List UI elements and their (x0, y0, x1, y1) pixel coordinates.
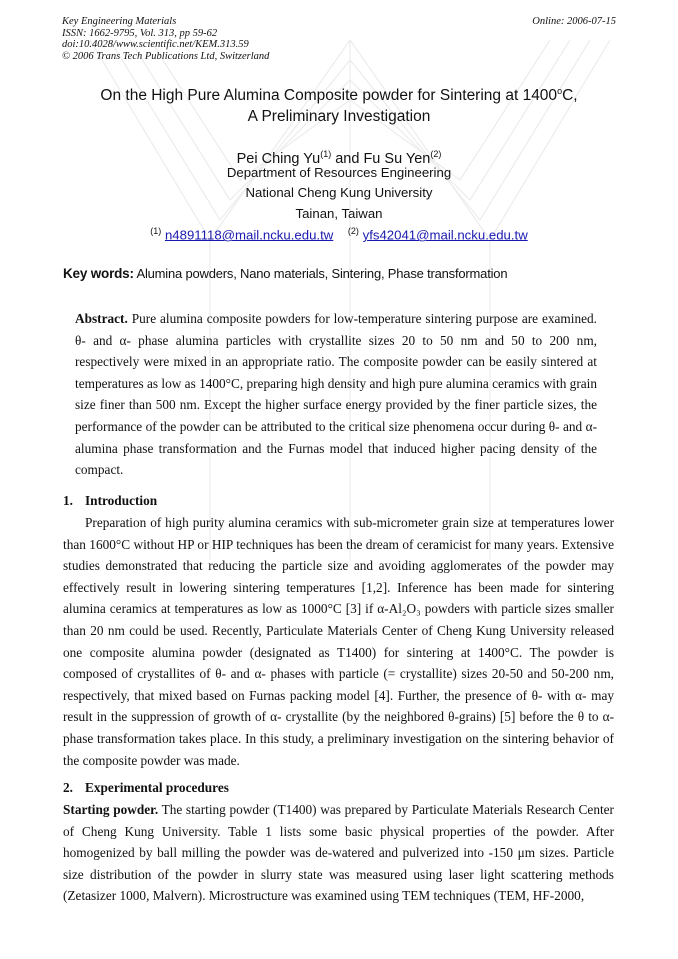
journal-header (62, 16, 616, 62)
paper-title (0, 81, 678, 127)
affiliation-location: Tainan, Taiwan (295, 206, 383, 221)
affiliation-department: Department of Resources Engineering (226, 165, 452, 180)
author-emails (0, 226, 678, 242)
issn-line: ISSN: 1662-9795, Vol. 313, pp 59-62 (62, 27, 218, 39)
title-line-1 (0, 81, 678, 106)
subsection-heading: Starting powder. (63, 802, 159, 817)
copyright-line: © 2006 Trans Tech Publications Ltd, Switzerland (62, 50, 270, 62)
section-title: Introduction (85, 493, 158, 508)
section-number: 1. (63, 493, 73, 508)
abstract-text: Pure alumina composite powders for low-temperature sintering purpose are examined. θ- and α- phase alumina particles with crystallite sizes 20 to 50 nm and 50 to 200 nm, respectively were mixed in an appropriate ratio. The composite powder can be easily sintered at temperatures as low as 1400°C, preparing high density and high pure alumina ceramics with grain size finer than 500 nm. Except the higher surface energy provided by the finer particle sizes, the performance of the powder can be attributed to the critical size phenomena occur during θ- and α- alumina phase transformation and the Furnas model that induced higher pacing density of the compact. (75, 311, 597, 478)
keywords (63, 266, 618, 281)
title-text: On the High Pure Alumina Composite powder for Sintering at 1400 (100, 87, 558, 105)
author-conjunction: and (331, 150, 364, 167)
title-line-2: A Preliminary Investigation (247, 108, 431, 126)
author-2: Fu Su Yen (363, 150, 431, 167)
author-1: Pei Ching Yu (236, 150, 321, 167)
author-2-marker: (2) (430, 149, 442, 159)
abstract (75, 308, 597, 481)
author-1-marker: (1) (320, 149, 332, 159)
online-date: Online: 2006-07-15 (532, 16, 616, 27)
section-heading-introduction (63, 493, 157, 509)
introduction-paragraph (63, 512, 614, 771)
keywords-text: Alumina powders, Nano materials, Sintering, Phase transformation (136, 266, 508, 281)
abstract-label: Abstract. (75, 311, 128, 326)
experimental-paragraph (63, 799, 614, 907)
email-2-marker: (2) (347, 226, 359, 236)
email-1-marker: (1) (150, 226, 162, 236)
keywords-label: Key words: (63, 266, 134, 281)
title-unit: C, (562, 87, 578, 105)
title-degree: o (557, 86, 563, 96)
doi-line: doi:10.4028/www.scientific.net/KEM.313.59 (62, 39, 249, 50)
journal-name: Key Engineering Materials (62, 16, 177, 27)
introduction-text: Preparation of high purity alumina ceramics with sub-micrometer grain size at temperatures lower than 1600°C without HP or HIP techniques has been the dream of ceramicist for many years. Extensive studies demonstrated that reducing the particle size and avoiding agglomerates of the powder may effectively result in lowering sintering temperatures [1,2]. Inference has been made for sintering alumina ceramics at temperatures as low as 1000°C [3] if α-Al₂O₃ powders with particle sizes smaller than 20 nm could be used. Recently, Particulate Materials Center of Cheng Kung University released one composite alumina powder (designated as T1400) for sintering at 1400°C. The powder is composed of crystallites of θ- and α- phases with particle (= crystallite) sizes 20-50 and 50-200 nm, respectively, that mixed based on Furnas packing model [4]. Further, the presence of θ- with α- may result in the suppression of growth of α- crystallite (by the neighbored θ-grains) [5] before the θ to α- phase transformation takes place. In this study, a preliminary investigation on the sintering behavior of the composite powder was made. (63, 515, 614, 768)
experimental-text: The starting powder (T1400) was prepared by Particulate Materials Research Center of Cheng Kung University. Table 1 lists some basic physical properties of the powder. After homogenized by ball milling the powder was de-watered and pulverized into -150 μm sizes. Particle size distribution of the powder in slurry state was measured using laser light scattering methods (Zetasizer 1000, Malvern). Microstructure was examined using TEM techniques (TEM, HF-2000, (63, 802, 614, 904)
affiliation-university: National Cheng Kung University (245, 185, 433, 200)
section-number: 2. (63, 780, 73, 795)
section-title: Experimental procedures (85, 780, 229, 795)
email-link-2[interactable]: yfs42041@mail.ncku.edu.tw (362, 227, 528, 243)
email-link-1[interactable]: n4891118@mail.ncku.edu.tw (164, 227, 334, 243)
section-heading-experimental (63, 780, 229, 796)
